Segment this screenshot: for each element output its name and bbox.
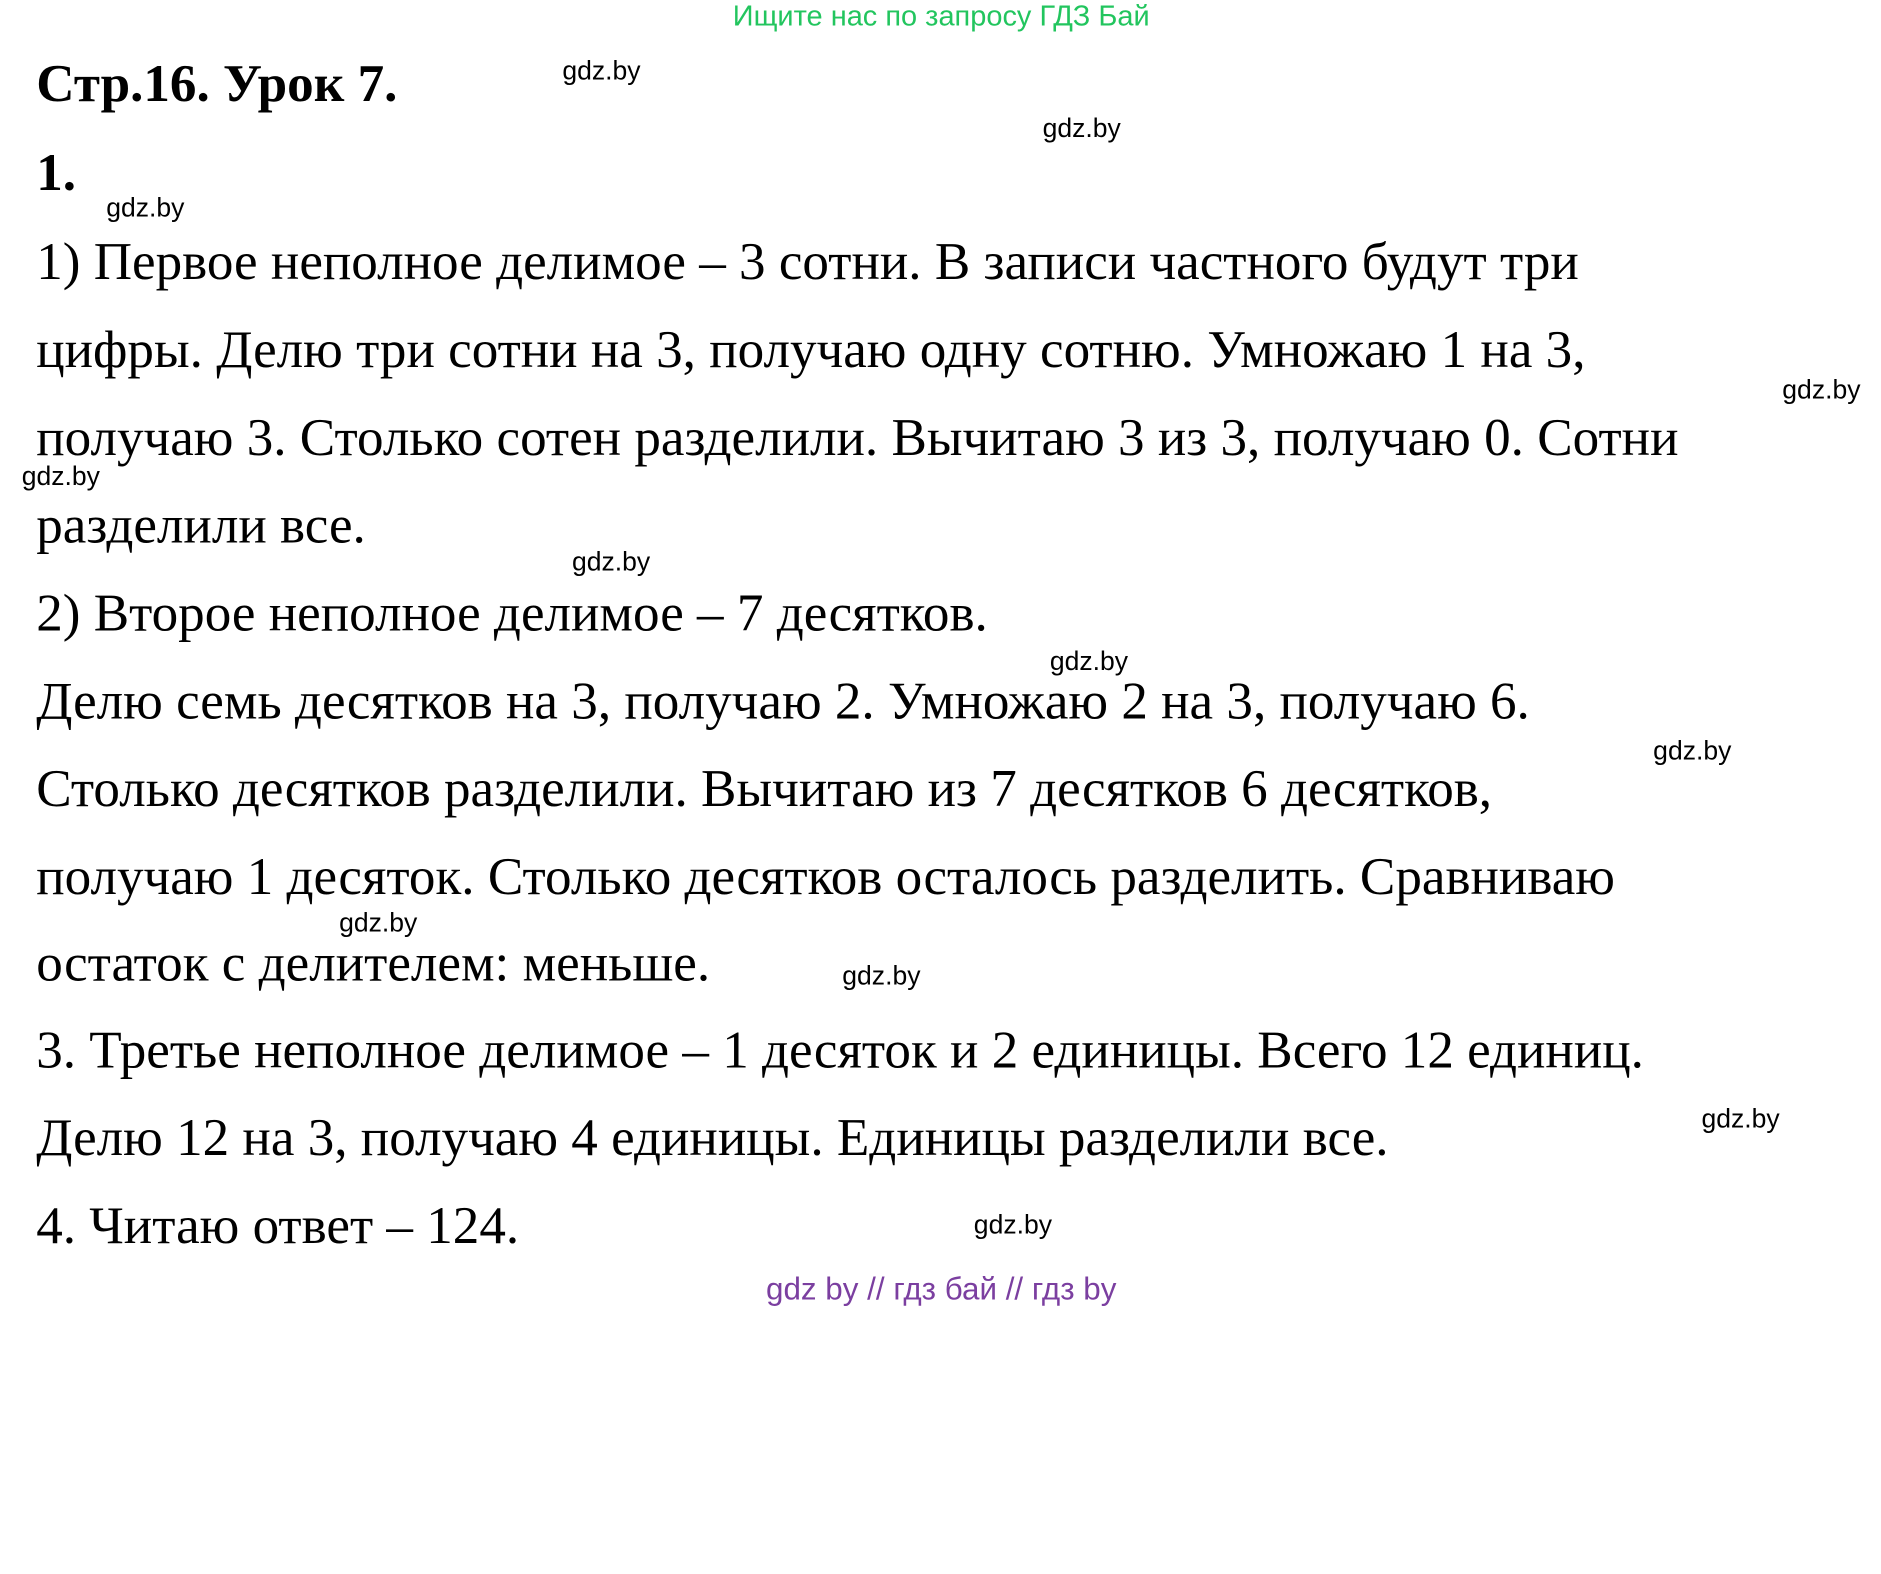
watermark: gdz.by [562, 55, 641, 86]
search-banner: Ищите нас по запросу ГДЗ Бай [732, 0, 1150, 33]
text-line-12: 4. Читаю ответ – 124. [36, 1196, 520, 1256]
task-number: 1. [36, 143, 77, 203]
watermark: gdz.by [973, 1209, 1053, 1240]
text-line-9: остаток с делителем: меньше. [36, 933, 711, 993]
text-line-11: Делю 12 на 3, получаю 4 единицы. Единицы разделили все. [36, 1108, 1389, 1168]
page-title: Стр.16. Урок 7. [36, 54, 398, 114]
watermark: gdz.by [21, 460, 100, 491]
text-line-5: 2) Второе неполное делимое – 7 десятков. [36, 583, 988, 643]
text-line-2: цифры. Делю три сотни на 3, получаю одну сотню. Умножаю 1 на 3, [36, 320, 1586, 380]
watermark: gdz.by [1701, 1103, 1780, 1134]
watermark: gdz.by [1653, 735, 1732, 766]
text-line-6: Делю семь десятков на 3, получаю 2. Умножаю 2 на 3, получаю 6. [36, 671, 1530, 731]
text-line-4: разделили все. [36, 495, 366, 555]
text-line-1: 1) Первое неполное делимое – 3 сотни. В записи частного будут три [36, 232, 1579, 292]
text-line-8: получаю 1 десяток. Столько десятков осталось разделить. Сравниваю [36, 847, 1615, 907]
watermark: gdz.by [106, 192, 185, 223]
text-line-3: получаю 3. Столько сотен разделили. Вычитаю 3 из 3, получаю 0. Сотни [36, 407, 1679, 467]
text-line-10: 3. Третье неполное делимое – 1 десяток и 2 единицы. Всего 12 единиц. [36, 1020, 1644, 1080]
watermark: gdz.by [1049, 646, 1129, 677]
watermark: gdz.by [339, 907, 418, 938]
text-line-7: Столько десятков разделили. Вычитаю из 7 десятков 6 десятков, [36, 759, 1493, 819]
watermark: gdz.by [1782, 374, 1861, 405]
watermark: gdz.by [571, 546, 651, 577]
watermark: gdz.by [842, 960, 921, 991]
watermark: gdz.by [1042, 113, 1121, 144]
footer-watermark: gdz by // гдз бай // гдз by [766, 1270, 1117, 1307]
